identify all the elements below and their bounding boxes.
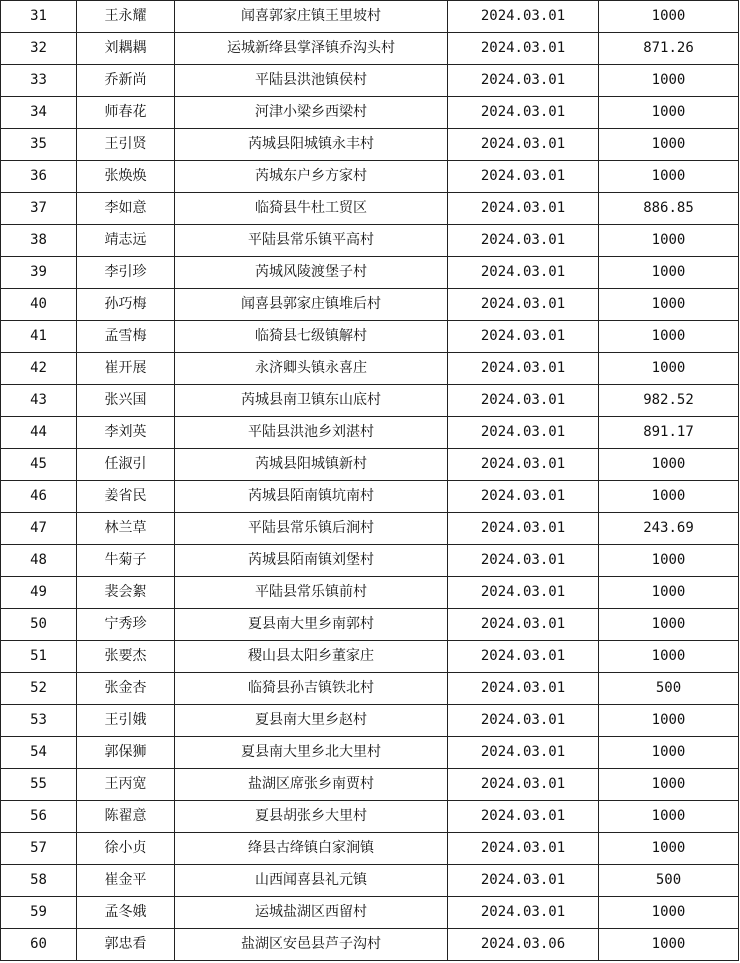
table-row [1,449,739,481]
cell-number: 35 [1,129,77,161]
cell-name: 林兰草 [77,513,175,545]
table-row [1,257,739,289]
cell-date: 2024.03.01 [448,257,599,289]
cell-address: 绛县古绛镇白家涧镇 [175,833,448,865]
cell-amount: 1000 [599,705,739,737]
table-row [1,929,739,961]
cell-address: 夏县南大里乡南郭村 [175,609,448,641]
cell-number: 32 [1,33,77,65]
cell-amount: 891.17 [599,417,739,449]
cell-number: 44 [1,417,77,449]
cell-number: 42 [1,353,77,385]
table-row [1,801,739,833]
cell-date: 2024.03.01 [448,641,599,673]
table-row [1,545,739,577]
cell-number: 40 [1,289,77,321]
table-row [1,65,739,97]
cell-address: 盐湖区安邑县芦子沟村 [175,929,448,961]
cell-amount: 1000 [599,449,739,481]
cell-name: 张金杏 [77,673,175,705]
table-row [1,225,739,257]
table-row [1,897,739,929]
cell-number: 54 [1,737,77,769]
cell-date: 2024.03.01 [448,897,599,929]
cell-name: 刘耦耦 [77,33,175,65]
cell-date: 2024.03.01 [448,481,599,513]
table-row [1,129,739,161]
cell-number: 34 [1,97,77,129]
cell-name: 任淑引 [77,449,175,481]
cell-amount: 1000 [599,257,739,289]
cell-name: 李刘英 [77,417,175,449]
table-row [1,705,739,737]
cell-number: 50 [1,609,77,641]
cell-date: 2024.03.01 [448,33,599,65]
table-row [1,833,739,865]
cell-amount: 1000 [599,321,739,353]
cell-name: 李引珍 [77,257,175,289]
cell-number: 48 [1,545,77,577]
cell-date: 2024.03.01 [448,65,599,97]
cell-date: 2024.03.01 [448,833,599,865]
table-row [1,193,739,225]
cell-number: 39 [1,257,77,289]
cell-address: 临猗县孙吉镇铁北村 [175,673,448,705]
cell-amount: 982.52 [599,385,739,417]
cell-number: 51 [1,641,77,673]
cell-name: 牛菊子 [77,545,175,577]
cell-date: 2024.03.01 [448,577,599,609]
cell-amount: 1000 [599,289,739,321]
cell-date: 2024.03.01 [448,801,599,833]
cell-name: 裴会絮 [77,577,175,609]
cell-amount: 500 [599,673,739,705]
cell-date: 2024.03.01 [448,705,599,737]
cell-number: 58 [1,865,77,897]
cell-date: 2024.03.01 [448,865,599,897]
cell-date: 2024.03.01 [448,417,599,449]
cell-name: 张兴国 [77,385,175,417]
table-row [1,673,739,705]
cell-name: 宁秀珍 [77,609,175,641]
cell-date: 2024.03.01 [448,97,599,129]
cell-address: 芮城东户乡方家村 [175,161,448,193]
cell-name: 孟雪梅 [77,321,175,353]
cell-amount: 1000 [599,737,739,769]
cell-amount: 1000 [599,897,739,929]
cell-address: 平陆县常乐镇前村 [175,577,448,609]
cell-amount: 1000 [599,833,739,865]
cell-date: 2024.03.01 [448,545,599,577]
table-row [1,737,739,769]
cell-address: 芮城风陵渡堡子村 [175,257,448,289]
cell-address: 芮城县阳城镇永丰村 [175,129,448,161]
cell-address: 运城盐湖区西留村 [175,897,448,929]
cell-address: 芮城县陌南镇刘堡村 [175,545,448,577]
cell-name: 王引贤 [77,129,175,161]
cell-number: 46 [1,481,77,513]
table-row [1,289,739,321]
cell-number: 49 [1,577,77,609]
cell-address: 临猗县七级镇解村 [175,321,448,353]
cell-number: 45 [1,449,77,481]
table-row [1,161,739,193]
cell-date: 2024.03.01 [448,289,599,321]
cell-number: 41 [1,321,77,353]
cell-number: 33 [1,65,77,97]
cell-name: 乔新尚 [77,65,175,97]
cell-amount: 1000 [599,609,739,641]
cell-amount: 1000 [599,97,739,129]
cell-name: 李如意 [77,193,175,225]
cell-name: 孟冬娥 [77,897,175,929]
cell-date: 2024.03.01 [448,513,599,545]
cell-number: 60 [1,929,77,961]
cell-name: 崔开展 [77,353,175,385]
cell-address: 平陆县常乐镇平高村 [175,225,448,257]
cell-date: 2024.03.01 [448,193,599,225]
cell-date: 2024.03.01 [448,609,599,641]
cell-date: 2024.03.01 [448,225,599,257]
cell-address: 闻喜县郭家庄镇堆后村 [175,289,448,321]
cell-amount: 886.85 [599,193,739,225]
cell-number: 43 [1,385,77,417]
cell-number: 53 [1,705,77,737]
cell-amount: 871.26 [599,33,739,65]
cell-amount: 1000 [599,129,739,161]
cell-name: 王永耀 [77,1,175,33]
cell-name: 郭忠看 [77,929,175,961]
cell-date: 2024.03.01 [448,129,599,161]
cell-amount: 1000 [599,225,739,257]
cell-address: 临猗县牛杜工贸区 [175,193,448,225]
cell-number: 31 [1,1,77,33]
cell-number: 57 [1,833,77,865]
cell-name: 靖志远 [77,225,175,257]
cell-name: 王引娥 [77,705,175,737]
table-row [1,1,739,33]
cell-amount: 1000 [599,353,739,385]
cell-date: 2024.03.01 [448,737,599,769]
cell-number: 55 [1,769,77,801]
cell-name: 王丙宽 [77,769,175,801]
cell-amount: 243.69 [599,513,739,545]
table-row [1,97,739,129]
cell-date: 2024.03.01 [448,1,599,33]
table-row [1,513,739,545]
cell-date: 2024.03.01 [448,769,599,801]
table-row [1,385,739,417]
roster-body [1,1,739,961]
table-row [1,481,739,513]
cell-address: 山西闻喜县礼元镇 [175,865,448,897]
cell-date: 2024.03.01 [448,385,599,417]
cell-name: 崔金平 [77,865,175,897]
cell-date: 2024.03.01 [448,673,599,705]
cell-amount: 1000 [599,769,739,801]
cell-number: 36 [1,161,77,193]
cell-amount: 1000 [599,577,739,609]
cell-address: 运城新绛县掌泽镇乔沟头村 [175,33,448,65]
cell-number: 56 [1,801,77,833]
cell-date: 2024.03.01 [448,449,599,481]
cell-address: 平陆县洪池乡刘湛村 [175,417,448,449]
cell-address: 芮城县陌南镇坑南村 [175,481,448,513]
cell-number: 59 [1,897,77,929]
cell-amount: 1000 [599,1,739,33]
cell-address: 河津小梁乡西梁村 [175,97,448,129]
table-row [1,769,739,801]
table-row [1,609,739,641]
cell-address: 盐湖区席张乡南贾村 [175,769,448,801]
table-row [1,353,739,385]
table-row [1,577,739,609]
cell-name: 张要杰 [77,641,175,673]
cell-name: 徐小贞 [77,833,175,865]
cell-amount: 1000 [599,545,739,577]
cell-amount: 1000 [599,65,739,97]
cell-date: 2024.03.06 [448,929,599,961]
table-row [1,641,739,673]
cell-name: 孙巧梅 [77,289,175,321]
cell-address: 平陆县常乐镇后涧村 [175,513,448,545]
cell-number: 47 [1,513,77,545]
cell-date: 2024.03.01 [448,161,599,193]
cell-name: 师春花 [77,97,175,129]
cell-name: 张焕焕 [77,161,175,193]
cell-amount: 1000 [599,161,739,193]
cell-date: 2024.03.01 [448,321,599,353]
cell-amount: 1000 [599,481,739,513]
cell-address: 闻喜郭家庄镇王里坡村 [175,1,448,33]
cell-amount: 1000 [599,801,739,833]
cell-address: 永济卿头镇永喜庄 [175,353,448,385]
cell-address: 稷山县太阳乡董家庄 [175,641,448,673]
cell-address: 平陆县洪池镇侯村 [175,65,448,97]
cell-number: 38 [1,225,77,257]
cell-address: 夏县南大里乡北大里村 [175,737,448,769]
cell-name: 陈翟意 [77,801,175,833]
table-row [1,321,739,353]
cell-name: 姜省民 [77,481,175,513]
table-row [1,865,739,897]
cell-date: 2024.03.01 [448,353,599,385]
cell-amount: 500 [599,865,739,897]
cell-name: 郭保狮 [77,737,175,769]
cell-address: 夏县南大里乡赵村 [175,705,448,737]
cell-number: 37 [1,193,77,225]
cell-address: 芮城县阳城镇新村 [175,449,448,481]
cell-amount: 1000 [599,641,739,673]
cell-amount: 1000 [599,929,739,961]
table-row [1,33,739,65]
cell-address: 夏县胡张乡大里村 [175,801,448,833]
cell-number: 52 [1,673,77,705]
cell-address: 芮城县南卫镇东山底村 [175,385,448,417]
table-row [1,417,739,449]
